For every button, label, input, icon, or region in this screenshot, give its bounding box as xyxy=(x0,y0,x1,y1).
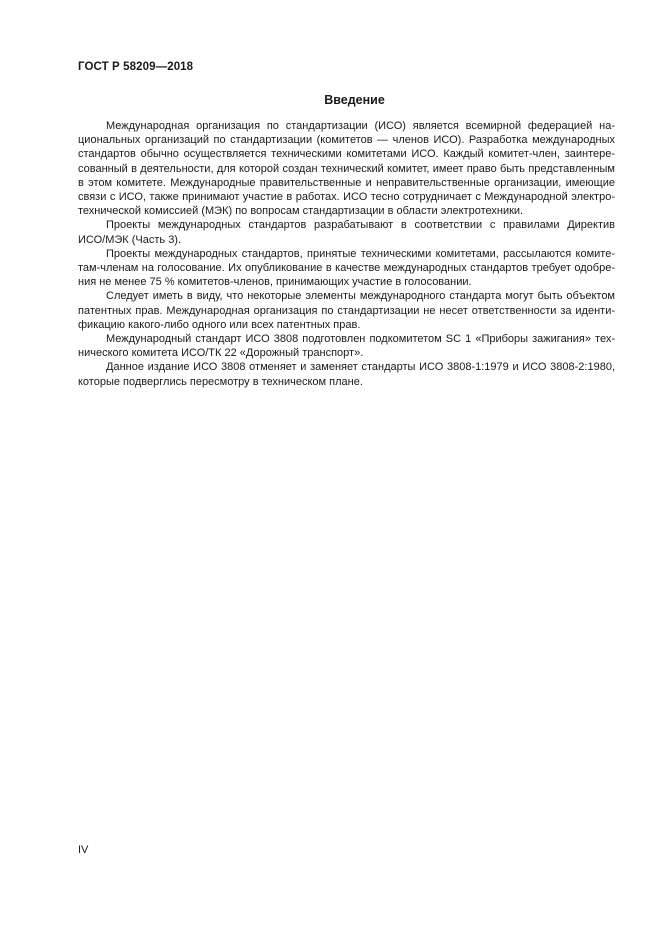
document-code: ГОСТ Р 58209—2018 xyxy=(78,61,194,73)
paragraph-line: сованный в деятельности, для которой создан технический комитет, имеет право быть представленным xyxy=(78,162,615,175)
paragraph-line: нического комитета ИСО/ТК 22 «Дорожный транспорт». xyxy=(78,347,364,360)
paragraph-line: циональных организаций по стандартизации (комитетов — членов ИСО). Разработка международных xyxy=(78,134,615,147)
paragraph xyxy=(78,247,615,290)
section-title: Введение xyxy=(324,93,385,107)
paragraph-line: там-членам на голосование. Их опубликование в качестве международных стандартов требует одобре- xyxy=(78,262,615,275)
paragraph-line: Проекты международных стандартов, принятые техническими комитетами, рассылаются комите- xyxy=(106,247,615,260)
paragraph-line: технической комиссией (МЭК) по вопросам стандартизации в области электротехники. xyxy=(78,205,524,218)
paragraph-line: которые подверглись пересмотру в техническом плане. xyxy=(78,375,363,388)
page-number: IV xyxy=(78,844,89,856)
body-text xyxy=(78,119,615,389)
paragraph-line: патентных прав. Международная организация по стандартизации не несет ответственности за иденти- xyxy=(78,304,615,317)
paragraph-line: Проекты международных стандартов разрабатывают в соответствии с правилами Директив xyxy=(106,219,615,232)
paragraph-line: фикацию какого-либо одного или всех патентных прав. xyxy=(78,318,361,331)
paragraph-line: ИСО/МЭК (Часть 3). xyxy=(78,233,182,246)
paragraph xyxy=(78,218,615,246)
paragraph-line: Международная организация по стандартизации (ИСО) является всемирной федерацией на- xyxy=(106,120,615,132)
paragraph-line: в этом комитете. Международные правительственные и неправительственные организации, имеющие xyxy=(78,176,615,189)
paragraph xyxy=(78,119,615,218)
paragraph xyxy=(78,332,615,360)
paragraph-line: связи с ИСО, также принимают участие в работах. ИСО тесно сотрудничает с Международной электро- xyxy=(78,191,615,204)
paragraph-line: стандартов обычно осуществляется техническими комитетами ИСО. Каждый комитет-член, заинтере- xyxy=(78,148,615,161)
paragraph-line: Следует иметь в виду, что некоторые элементы международного стандарта могут быть объектом xyxy=(106,290,615,303)
paragraph-line: Международный стандарт ИСО 3808 подготовлен подкомитетом SC 1 «Приборы зажигания» тех- xyxy=(106,333,615,346)
paragraph-line: ния не менее 75 % комитетов-членов, принимающих участие в голосовании. xyxy=(78,276,472,289)
paragraph-line: Данное издание ИСО 3808 отменяет и заменяет стандарты ИСО 3808-1:1979 и ИСО 3808-2:1980, xyxy=(106,361,615,374)
paragraph xyxy=(78,360,615,388)
paragraph xyxy=(78,289,615,332)
